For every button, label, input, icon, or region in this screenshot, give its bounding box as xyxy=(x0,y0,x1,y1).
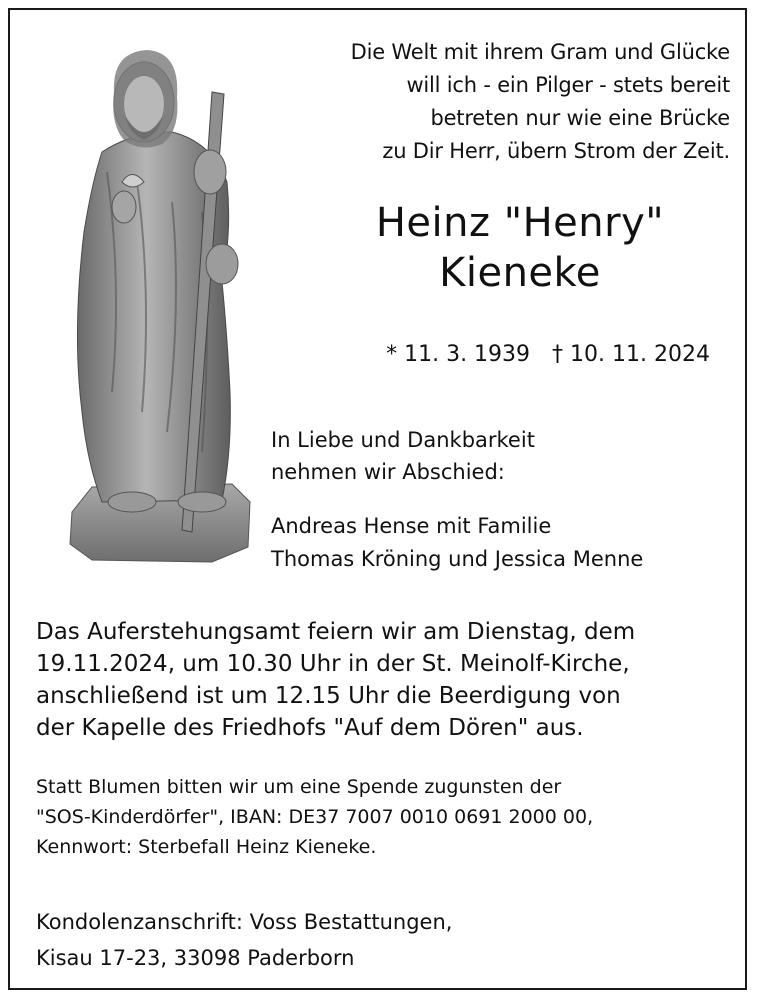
poem-line: will ich - ein Pilger - stets bereit xyxy=(406,73,730,97)
donation-line: Statt Blumen bitten wir um eine Spende zugunsten der xyxy=(36,776,562,798)
condolence-address xyxy=(36,904,736,976)
poem-verse xyxy=(280,36,730,168)
mourner-name: Thomas Kröning und Jessica Menne xyxy=(271,547,644,571)
death-date: † 10. 11. 2024 xyxy=(552,342,710,367)
condolence-line: Kisau 17-23, 33098 Paderborn xyxy=(36,946,355,970)
life-dates xyxy=(310,340,710,370)
funeral-line: 19.11.2024, um 10.30 Uhr in der St. Meinolf-Kirche, xyxy=(36,651,630,677)
poem-line: betreten nur wie eine Brücke xyxy=(430,106,730,130)
farewell-line: In Liebe und Dankbarkeit xyxy=(271,428,535,452)
farewell-text xyxy=(271,424,535,488)
donation-request xyxy=(36,772,736,862)
donation-line: Kennwort: Sterbefall Heinz Kieneke. xyxy=(36,836,377,858)
poem-line: zu Dir Herr, übern Strom der Zeit. xyxy=(382,139,730,163)
funeral-announcement xyxy=(36,616,736,744)
obituary-notice xyxy=(8,8,747,990)
deceased-name-line1: Heinz "Henry" xyxy=(375,200,665,246)
farewell-line: nehmen wir Abschied: xyxy=(271,460,505,484)
condolence-line: Kondolenzanschrift: Voss Bestattungen, xyxy=(36,910,453,934)
funeral-line: der Kapelle des Friedhofs "Auf dem Dören" aus. xyxy=(36,715,584,741)
donation-line: "SOS-Kinderdörfer", IBAN: DE37 7007 0010 0691 2000 00, xyxy=(36,806,594,828)
deceased-name xyxy=(310,198,730,298)
birth-date: * 11. 3. 1939 xyxy=(386,342,531,367)
deceased-name-line2: Kieneke xyxy=(439,250,601,296)
funeral-line: Das Auferstehungsamt feiern wir am Dienstag, dem xyxy=(36,619,636,645)
mourner-name: Andreas Hense mit Familie xyxy=(271,514,552,538)
mourners-list xyxy=(271,510,643,576)
funeral-line: anschließend ist um 12.15 Uhr die Beerdigung von xyxy=(36,683,621,709)
poem-line: Die Welt mit ihrem Gram und Glücke xyxy=(350,40,730,64)
pilgrim-statue-image xyxy=(62,32,262,572)
